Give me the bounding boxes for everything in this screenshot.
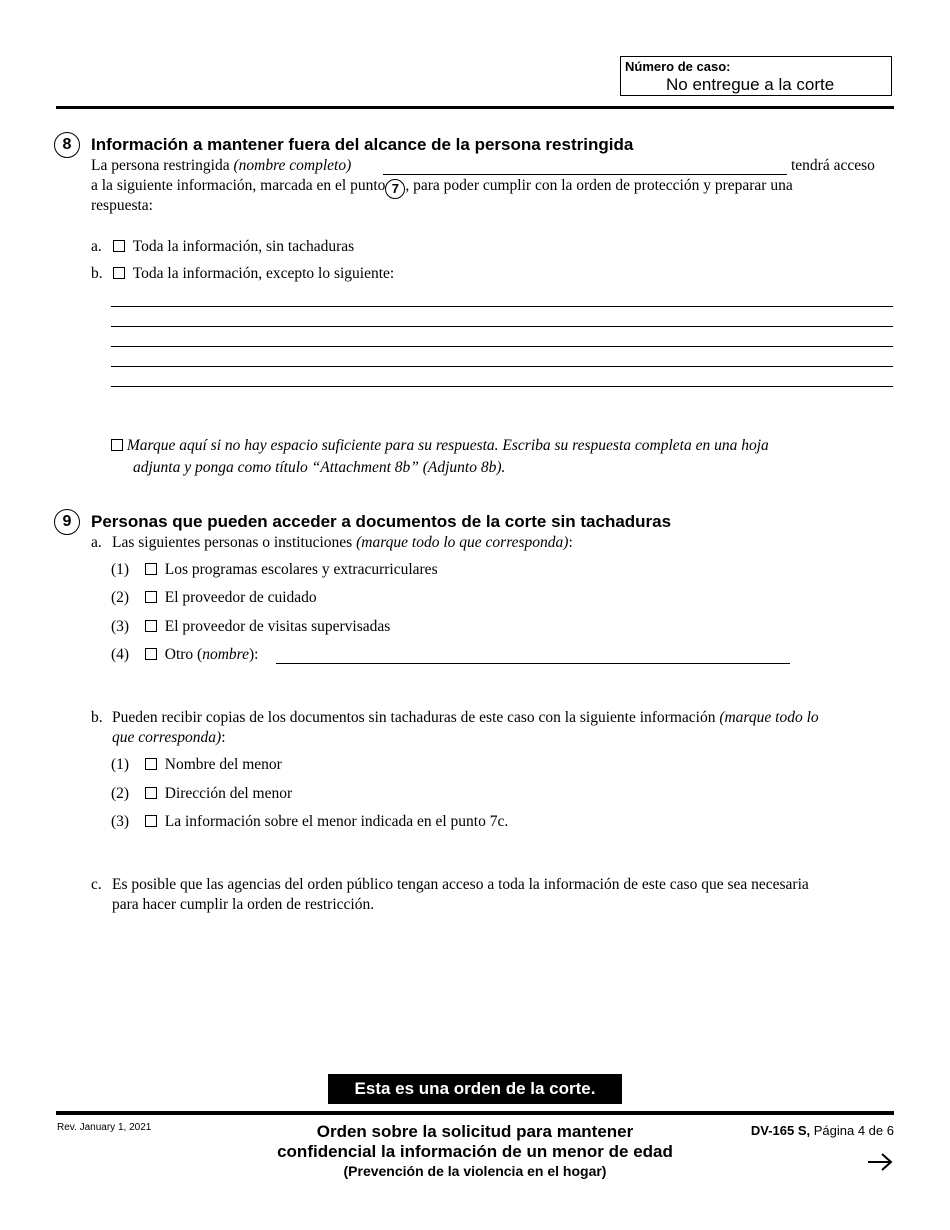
section-9b-intro-2: [112, 728, 226, 748]
page-number: Página 4 de 6: [810, 1123, 894, 1138]
case-number-value[interactable]: No entregue a la corte: [666, 75, 835, 94]
item-7-reference: 7: [385, 179, 405, 199]
form-page-id: [751, 1123, 894, 1138]
item-checkbox[interactable]: [145, 591, 157, 603]
section-9a-item-1: [111, 560, 438, 580]
section-9b-item-2: [111, 784, 292, 804]
other-label: Otro (: [164, 646, 203, 663]
court-order-banner: Esta es una orden de la corte.: [328, 1074, 622, 1104]
section-9a-text: Las siguientes personas o instituciones: [112, 534, 357, 551]
exception-line-2[interactable]: [111, 326, 893, 327]
info-marked-line: [91, 176, 793, 199]
form-id: DV-165 S,: [750, 1123, 811, 1138]
exception-line-3[interactable]: [111, 346, 893, 347]
option-8a: [91, 237, 354, 257]
section-9a-item-3: [111, 617, 390, 637]
attachment-8b-checkbox[interactable]: [111, 439, 123, 451]
form-title-line-2: confidencial la información de un menor de edad: [277, 1142, 673, 1161]
header-rule: [56, 106, 894, 109]
case-number-box: [620, 56, 892, 96]
exception-line-5[interactable]: [111, 386, 893, 387]
section-9a-colon: :: [568, 534, 573, 551]
item-checkbox[interactable]: [145, 620, 157, 632]
form-title-line-3: (Prevención de la violencia en el hogar): [343, 1163, 607, 1179]
full-name-hint: (nombre completo): [233, 157, 352, 174]
item-label: El proveedor de visitas supervisadas: [164, 618, 391, 635]
attachment-8b-text-2: adjunta y ponga como título “Attachment 8b” (Adjunto 8b).: [133, 459, 506, 476]
option-8a-checkbox[interactable]: [113, 240, 125, 252]
option-8a-label: Toda la información, sin tachaduras: [132, 238, 355, 255]
item-number: (4): [111, 646, 130, 663]
section-9c-letter: c.: [91, 876, 102, 893]
section-9b-hint-2: que corresponda): [112, 729, 222, 746]
section-9a-item-2: [111, 588, 317, 608]
item-checkbox[interactable]: [145, 758, 157, 770]
exception-line-4[interactable]: [111, 366, 893, 367]
item-number: (2): [111, 785, 130, 802]
section-9b-item-3: [111, 812, 508, 832]
footer-rule: [56, 1111, 894, 1115]
exception-line-1[interactable]: [111, 306, 893, 307]
item-label: Dirección del menor: [164, 785, 293, 802]
item-number: (1): [111, 561, 130, 578]
option-8a-letter: a.: [91, 238, 102, 255]
item-number: (3): [111, 618, 130, 635]
section-9b-text: Pueden recibir copias de los documentos sin tachaduras de este caso con la siguiente información: [112, 709, 720, 726]
other-checkbox[interactable]: [145, 648, 157, 660]
revision-date: Rev. January 1, 2021: [57, 1122, 152, 1133]
option-8b-letter: b.: [91, 265, 103, 282]
item-checkbox[interactable]: [145, 563, 157, 575]
section-9b-intro: [91, 708, 819, 728]
other-hint: nombre: [202, 646, 249, 663]
attachment-8b-text-2-wrap: [133, 458, 505, 478]
section-9b-item-1: [111, 755, 282, 775]
arrow-right-icon[interactable]: [866, 1151, 894, 1178]
form-title-line-1: Orden sobre la solicitud para mantener: [316, 1122, 634, 1141]
form-title: [230, 1122, 720, 1180]
item-number: (2): [111, 589, 130, 606]
item-label: Los programas escolares y extracurriculares: [164, 561, 438, 578]
other-label-end: ):: [248, 646, 259, 663]
section-9b-letter: b.: [91, 709, 103, 726]
section-9-title: Personas que pueden acceder a documentos de la corte sin tachaduras: [91, 512, 672, 531]
attachment-8b-option: [111, 436, 769, 456]
restricted-person-line: [91, 156, 351, 176]
section-9c-text-1: Es posible que las agencias del orden público tengan acceso a toda la información de este caso que sea necesaria: [112, 876, 809, 893]
option-8b-label: Toda la información, excepto lo siguiente:: [132, 265, 395, 282]
restricted-person-name-field[interactable]: [383, 174, 787, 175]
case-number-label: Número de caso:: [625, 59, 731, 74]
item-checkbox[interactable]: [145, 787, 157, 799]
section-9a-item-4: [111, 645, 258, 665]
option-8b-checkbox[interactable]: [113, 267, 125, 279]
restricted-person-prefix: La persona restringida: [91, 157, 234, 174]
section-8-number: 8: [54, 132, 80, 158]
item-checkbox[interactable]: [145, 815, 157, 827]
item-label: Nombre del menor: [164, 756, 282, 773]
item-label: El proveedor de cuidado: [164, 589, 317, 606]
section-9a-letter: a.: [91, 534, 102, 551]
item-label: La información sobre el menor indicada en el punto 7c.: [164, 813, 509, 830]
section-9a-hint: (marque todo lo que corresponda): [356, 534, 569, 551]
option-8b: [91, 264, 394, 284]
section-9-number: 9: [54, 509, 80, 535]
section-9a-intro: [91, 533, 573, 553]
attachment-8b-text-1: Marque aquí si no hay espacio suficiente para su respuesta. Escriba su respuesta completa en una hoja: [126, 437, 769, 454]
info-marked-suffix: , para poder cumplir con la orden de protección y preparar una: [405, 177, 793, 194]
section-9c-line-1: [91, 875, 809, 895]
section-9c-text-2: para hacer cumplir la orden de restricción.: [112, 896, 375, 913]
item-number: (1): [111, 756, 130, 773]
info-marked-prefix: a la siguiente información, marcada en el punto: [91, 177, 386, 194]
access-text: tendrá acceso: [791, 157, 875, 174]
section-8-title: Información a mantener fuera del alcance de la persona restringida: [91, 135, 634, 154]
other-name-field[interactable]: [276, 663, 790, 664]
item-number: (3): [111, 813, 130, 830]
section-9b-hint-1: (marque todo lo: [719, 709, 819, 726]
section-9b-colon: :: [221, 729, 226, 746]
response-text: respuesta:: [91, 197, 153, 214]
